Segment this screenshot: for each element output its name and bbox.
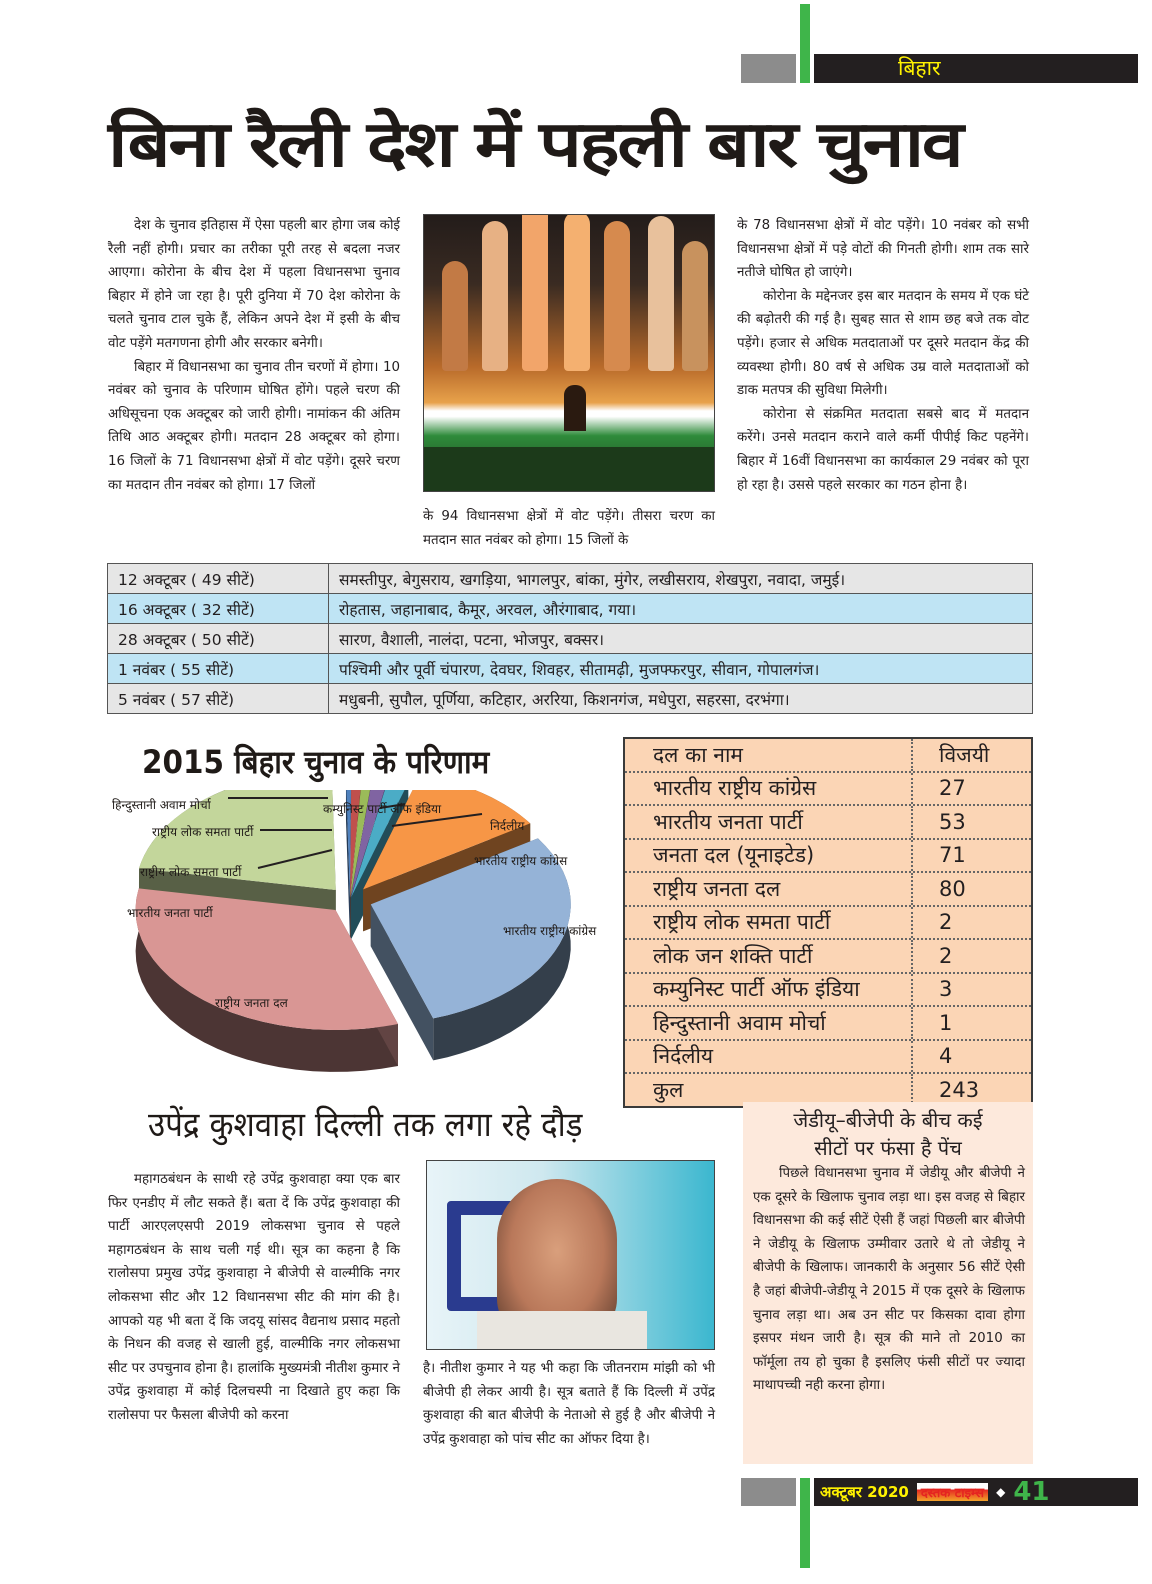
finger	[442, 261, 468, 371]
seats-won: 3	[939, 977, 953, 1002]
results-row	[625, 974, 1031, 1008]
party-name: कम्युनिस्ट पार्टी ऑफ इंडिया	[625, 974, 913, 1006]
crowd-silhouette	[424, 447, 714, 491]
article1-column-2	[423, 505, 715, 552]
phase-row	[108, 654, 1033, 684]
finger	[522, 214, 548, 371]
article2-column-1	[108, 1168, 400, 1428]
headline: बिना रैली देश में पहली बार चुनाव	[108, 108, 962, 182]
results-row	[625, 907, 1031, 941]
pie-label: राष्ट्रीय लोक समता पार्टी	[152, 825, 254, 839]
footer-gray-block	[741, 1478, 796, 1506]
phase-districts: समस्तीपुर, बेगुसराय, खगड़िया, भागलपुर, बांका, मुंगेर, लखीसराय, शेखपुरा, नवादा, जमुई।	[329, 564, 1033, 594]
seats-won: 4	[939, 1044, 953, 1069]
paragraph: देश के चुनाव इतिहास में ऐसा पहली बार होगा जब कोई रैली नहीं होगी। प्रचार का तरीका पूरी तरह से बदला नजर आएगा। कोरोना के बीच देश में पहला विधानसभा चुनाव बिहार में होने जा रहा है। पूरी दुनिया में 70 देश कोरोना के चलते चुनाव टाल चुके हैं, लेकिन अपने देश में इसी के बीच वोट पड़ेंगे मतगणना होगी और सरकार बनेगी।	[108, 218, 400, 351]
seats-won: 53	[939, 809, 966, 834]
phase-row	[108, 564, 1033, 594]
results-row	[625, 1041, 1031, 1075]
seats-won: 2	[939, 943, 953, 968]
sidebox-body: पिछले विधानसभा चुनाव में जेडीयू और बीजेपी ने एक दूसरे के खिलाफ चुनाव लड़ा था। इस वजह से बिहार विधानसभा की कई सीटें ऐसी हैं जहां पिछली बार बीजेपी ने जेडीयू के खिलाफ उम्मीवार उतारे थे तो जेडीयू ने बीजेपी के खिलाफ। जानकारी के अनुसार 56 सीटें ऐसी है जहां बीजेपी-जेडीयू ने 2015 में एक दूसरे के खिलाफ चुनाव लड़ा था। अब उन सीट पर किसका दावा होगा इसपर मंथन जारी है। सूत्र की माने तो 2010 का फॉर्मूला तय हो चुका है इसलिए फंसी सीटों पर ज्यादा माथापच्ची नही करना होगा।	[753, 1166, 1025, 1394]
results-row	[625, 806, 1031, 840]
party-name: भारतीय राष्ट्रीय कांग्रेस	[625, 773, 913, 805]
footer-band	[814, 1478, 1138, 1506]
magazine-logo: दस्तक टाइम्स	[917, 1483, 988, 1501]
paragraph: है। नीतीश कुमार ने यह भी कहा कि जीतनराम मांझी को भी बीजेपी ही लेकर आयी है। सूत्र बताते हैं कि दिल्ली में उपेंद्र कुशवाहा की बात बीजेपी के नेताओ से हुई है और बीजेपी ने उपेंद्र कुशवाहा को पांच सीट का ऑफर दिया है।	[423, 1361, 715, 1447]
party-name: भारतीय जनता पार्टी	[625, 806, 913, 838]
phase-date: 16 अक्टूबर ( 32 सीटें)	[108, 594, 329, 624]
article2-title: उपेंद्र कुशवाहा दिल्ली तक लगा रहे दौड़	[148, 1105, 583, 1145]
finger	[482, 221, 508, 371]
article2-column-2	[423, 1357, 715, 1451]
results-row	[625, 873, 1031, 907]
article1-column-3	[737, 214, 1029, 497]
results-row	[625, 940, 1031, 974]
paragraph: कोरोना के मद्देनजर इस बार मतदान के समय में एक घंटे की बढ़ोतरी की गई है। सुबह सात से शाम छह बजे तक वोट पड़ेंगे। हजार से अधिक मतदाताओं पर दूसरे मतदान केंद्र की व्यवस्था होगी। 80 वर्ष से अधिक उम्र वाले मतदाताओं को डाक मतपत्र की सुविधा मिलेगी।	[737, 288, 1029, 399]
phase-date: 1 नवंबर ( 55 सीटें)	[108, 654, 329, 684]
section-label: बिहार	[898, 56, 941, 80]
voting-fingers-illustration	[423, 214, 715, 492]
phase-row	[108, 594, 1033, 624]
phases-table	[107, 563, 1033, 714]
pie-label: निर्दलीय	[490, 819, 525, 833]
pie-label: भारतीय जनता पार्टी	[127, 906, 213, 920]
results-row	[625, 773, 1031, 807]
pie-label: कम्युनिस्ट पार्टी ऑफ इंडिया	[323, 802, 442, 816]
phase-date: 5 नवंबर ( 57 सीटें)	[108, 684, 329, 714]
pie-label: भारतीय राष्ट्रीय कांग्रेस	[474, 854, 568, 868]
party-name: राष्ट्रीय जनता दल	[625, 873, 913, 905]
results-table	[623, 737, 1033, 1108]
phase-districts: मधुबनी, सुपौल, पूर्णिया, कटिहार, अररिया, किशनगंज, मधेपुरा, सहरसा, दरभंगा।	[329, 684, 1033, 714]
paragraph: के 78 विधानसभा क्षेत्रों में वोट पड़ेंगे। 10 नवंबर को सभी विधानसभा क्षेत्रों में पड़े वोटों की गिनती होगी। शाम तक सारे नतीजे घोषित हो जाएंगे।	[737, 218, 1029, 281]
phase-districts: सारण, वैशाली, नालंदा, पटना, भोजपुर, बक्सर।	[329, 624, 1033, 654]
page-number: 41	[1013, 1477, 1050, 1507]
issue-date: अक्टूबर 2020	[820, 1483, 909, 1501]
results-header-value: विजयी	[939, 742, 990, 767]
sidebox-title-line2: सीटों पर फंसा है पेंच	[814, 1136, 962, 1160]
sidebar-box	[743, 1102, 1033, 1464]
sidebox-title-line1: जेडीयू–बीजेपी के बीच कई	[793, 1108, 983, 1132]
seats-won: 80	[939, 876, 966, 901]
results-row	[625, 1007, 1031, 1041]
phase-row	[108, 684, 1033, 714]
seats-won: 2	[939, 910, 953, 935]
finger	[682, 241, 708, 371]
phase-date: 12 अक्टूबर ( 49 सीटें)	[108, 564, 329, 594]
results-total-row	[625, 1074, 1031, 1106]
paragraph: बिहार में विधानसभा का चुनाव तीन चरणों में होगा। 10 नवंबर को चुनाव के परिणाम घोषित होंगे। पहले चरण की अधिसूचना एक अक्टूबर को जारी होगी। नामांकन की अंतिम तिथि आठ अक्टूबर होगी। मतदान 28 अक्टूबर को होगा। 16 जिलों के 71 विधानसभा क्षेत्रों में वोट पड़ेंगे। दूसरे चरण का मतदान तीन नवंबर को होगा। 17 जिलों	[108, 359, 400, 493]
party-name: जनता दल (यूनाइटेड)	[625, 840, 913, 872]
speaker-silhouette	[564, 385, 586, 431]
header-gray-block	[741, 54, 796, 83]
phase-row	[108, 624, 1033, 654]
pie-label: राष्ट्रीय जनता दल	[215, 996, 288, 1010]
paragraph: के 94 विधानसभा क्षेत्रों में वोट पड़ेंगे। तीसरा चरण का मतदान सात नवंबर को होगा। 15 जिलों के	[423, 509, 715, 548]
party-name: हिन्दुस्तानी अवाम मोर्चा	[625, 1007, 913, 1039]
results-header-row	[625, 739, 1031, 773]
party-name: राष्ट्रीय लोक समता पार्टी	[625, 907, 913, 939]
finger	[648, 216, 674, 371]
total-value: 243	[939, 1077, 980, 1102]
party-name: निर्दलीय	[625, 1041, 913, 1073]
phase-date: 28 अक्टूबर ( 50 सीटें)	[108, 624, 329, 654]
party-name: लोक जन शक्ति पार्टी	[625, 940, 913, 972]
seats-won: 71	[939, 843, 966, 868]
finger	[604, 221, 630, 371]
article1-column-1	[108, 214, 400, 497]
upendra-kushwaha-photo	[426, 1160, 715, 1350]
finger	[564, 214, 590, 371]
sidebox-body-wrap	[743, 1162, 1033, 1398]
pie-label: भारतीय राष्ट्रीय कांग्रेस	[503, 924, 597, 938]
seats-won: 27	[939, 776, 966, 801]
pie-label: हिन्दुस्तानी अवाम मोर्चा	[112, 798, 211, 812]
results-row	[625, 840, 1031, 874]
total-label: कुल	[625, 1074, 913, 1106]
phase-districts: रोहतास, जहानाबाद, कैमूर, अरवल, औरंगाबाद, गया।	[329, 594, 1033, 624]
person-shirt	[477, 1311, 647, 1350]
paragraph: महागठबंधन के साथी रहे उपेंद्र कुशवाहा क्या एक बार फिर एनडीए में लौट सकते हैं। बता दें कि उपेंद्र कुशवाहा की पार्टी आरएलएसपी 2019 लोकसभा चुनाव से पहले महागठबंधन के साथ चली गई थी। सूत्र का कहना है कि रालोसपा प्रमुख उपेंद्र कुशवाहा ने बीजेपी से वाल्मीकि नगर लोकसभा सीट और 12 विधानसभा सीट की मांग की है। आपको यह भी बता दें कि जदयू सांसद वैद्यनाथ प्रसाद महतो के निधन की वजह से खाली हुई, वाल्मीकि नगर लोकसभा सीट पर उपचुनाव होना है। हालांकि मुख्यमंत्री नीतीश कुमार ने उपेंद्र कुशवाहा में कोई दिलचस्पी ना दिखाते हुए कहा कि रालोसपा पर फैसला बीजेपी को करना	[108, 1172, 400, 1423]
phase-districts: पश्चिमी और पूर्वी चंपारण, देवघर, शिवहर, सीतामढ़ी, मुजफ्फरपुर, सीवान, गोपालगंज।	[329, 654, 1033, 684]
section-band	[814, 54, 1138, 83]
header-green-bar	[800, 4, 810, 83]
footer-green-bar	[800, 1478, 810, 1568]
chart-title: 2015 बिहार चुनाव के परिणाम	[142, 743, 490, 781]
paragraph: कोरोना से संक्रमित मतदाता सबसे बाद में मतदान करेंगे। उनसे मतदान कराने वाले कर्मी पीपीई किट पहनेंगे। बिहार में 16वीं विधानसभा का कार्यकाल 29 नवंबर को पूरा हो रहा है। उससे पहले सरकार का गठन होना है।	[737, 406, 1029, 493]
results-header-name: दल का नाम	[625, 739, 913, 771]
seats-won: 1	[939, 1010, 953, 1035]
bullet-icon: ◆	[996, 1485, 1006, 1499]
pie-label: राष्ट्रीय लोक समता पार्टी	[140, 865, 242, 879]
